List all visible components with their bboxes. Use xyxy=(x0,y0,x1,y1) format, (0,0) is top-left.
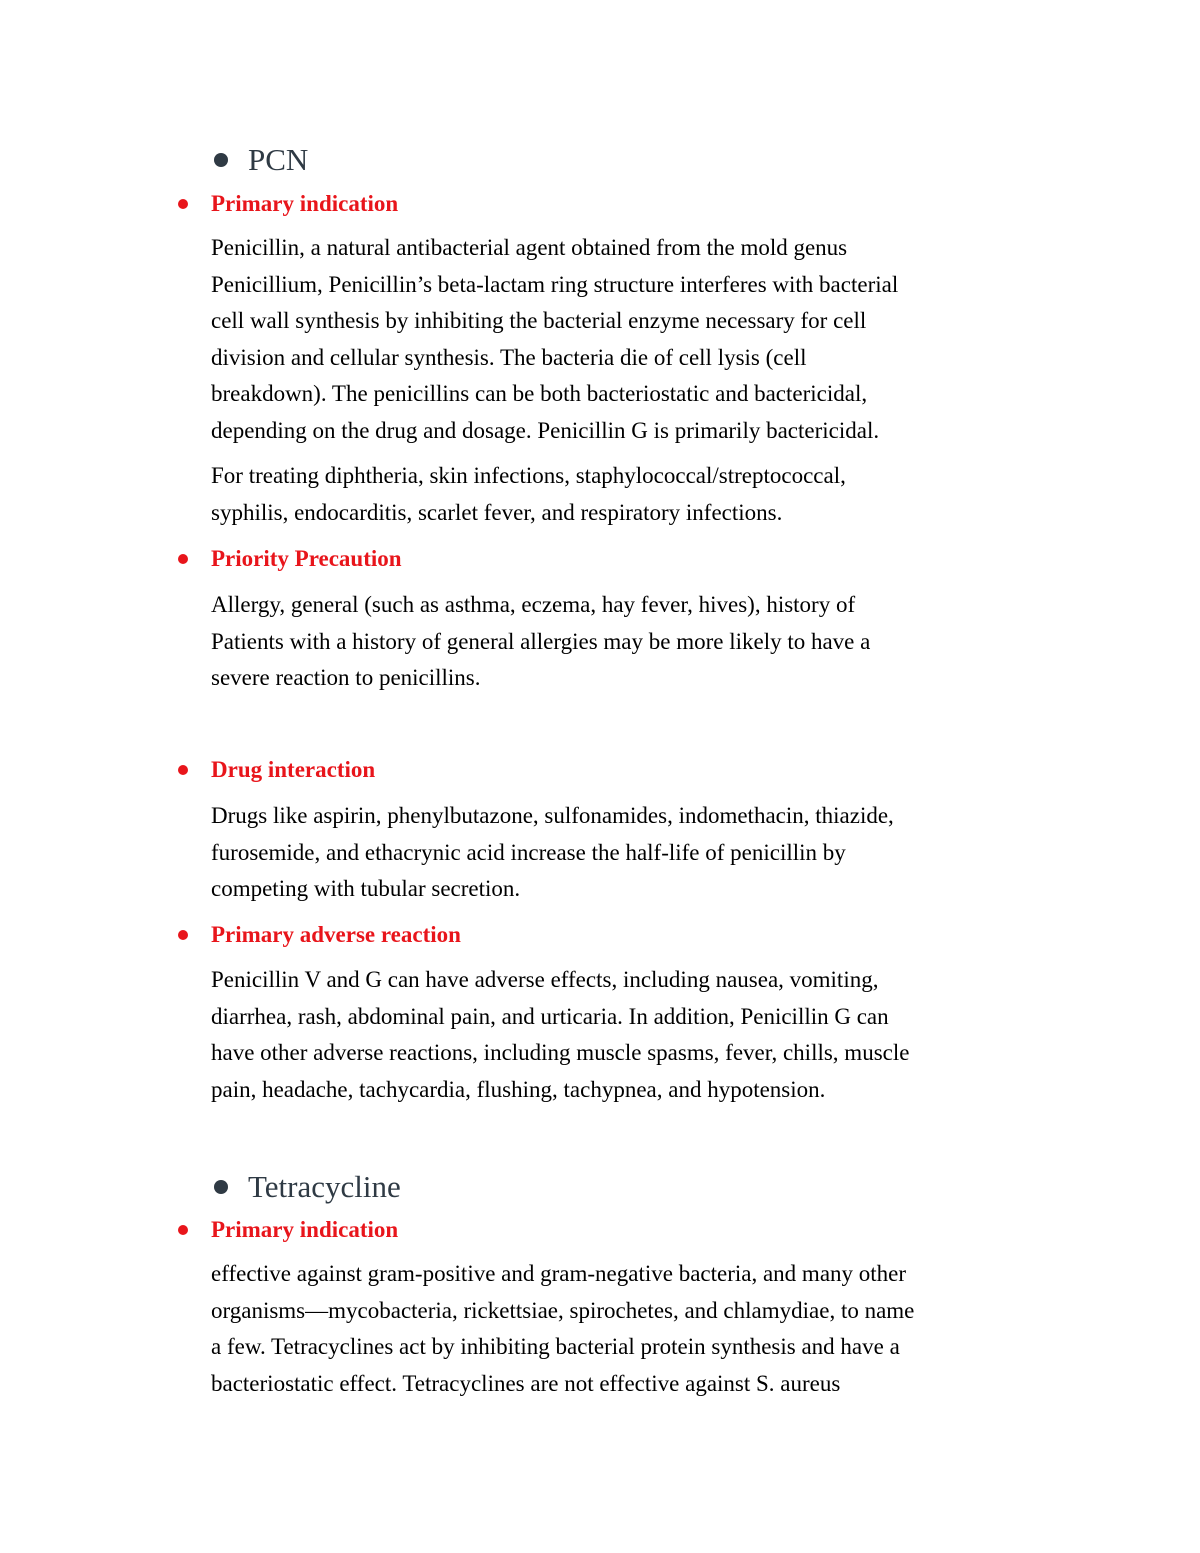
section-label: Drug interaction xyxy=(211,757,376,782)
text-line: pain, headache, tachycardia, flushing, tachypnea, and hypotension. xyxy=(211,1076,826,1102)
text-line: division and cellular synthesis. The bacteria die of cell lysis (cell xyxy=(211,344,807,370)
text-line: Patients with a history of general allergies may be more likely to have a xyxy=(211,628,871,654)
text-line: breakdown). The penicillins can be both bacteriostatic and bactericidal, xyxy=(211,381,868,406)
paragraph xyxy=(211,1256,1071,1402)
paragraph xyxy=(211,587,1071,697)
text-line: syphilis, endocarditis, scarlet fever, and respiratory infections. xyxy=(211,499,783,525)
bullet-icon xyxy=(178,930,188,940)
bullet-icon xyxy=(178,199,188,209)
paragraph xyxy=(211,230,1071,449)
text-line: have other adverse reactions, including muscle spasms, fever, chills, muscle xyxy=(211,1040,910,1065)
paragraph xyxy=(211,962,1071,1108)
section-heading-primary-adverse-reaction xyxy=(178,920,461,950)
section-heading-primary-indication xyxy=(178,1215,398,1245)
text-line: For treating diphtheria, skin infections, staphylococcal/streptococcal, xyxy=(211,463,846,488)
text-line: Allergy, general (such as asthma, eczema, hay fever, hives), history of xyxy=(211,592,856,617)
drug-name: Tetracycline xyxy=(248,1169,401,1204)
bullet-icon xyxy=(178,554,188,564)
text-line: organisms—mycobacteria, rickettsiae, spirochetes, and chlamydiae, to name xyxy=(211,1297,915,1323)
text-line: effective against gram-positive and gram-negative bacteria, and many other xyxy=(211,1261,907,1286)
paragraph xyxy=(211,798,1071,908)
section-heading-drug-interaction xyxy=(178,755,375,785)
bullet-icon xyxy=(178,765,188,775)
text-line: Drugs like aspirin, phenylbutazone, sulfonamides, indomethacin, thiazide, xyxy=(211,803,894,828)
section-label: Priority Precaution xyxy=(211,546,402,571)
bullet-icon xyxy=(214,153,228,167)
bullet-icon xyxy=(214,1180,228,1194)
text-line: furosemide, and ethacrynic acid increase the half-life of penicillin by xyxy=(211,839,846,865)
section-heading-primary-indication xyxy=(178,189,398,219)
drug-heading-pcn xyxy=(214,140,308,180)
section-heading-priority-precaution xyxy=(178,544,402,574)
section-label: Primary indication xyxy=(211,1217,399,1242)
section-label: Primary adverse reaction xyxy=(211,922,461,947)
bullet-icon xyxy=(178,1225,188,1235)
text-line: severe reaction to penicillins. xyxy=(211,665,481,690)
text-line: a few. Tetracyclines act by inhibiting bacterial protein synthesis and have a xyxy=(211,1334,900,1359)
text-line: competing with tubular secretion. xyxy=(211,876,521,901)
text-line: Penicillium, Penicillin’s beta-lactam ring structure interferes with bacterial xyxy=(211,271,899,297)
text-line: Penicillin, a natural antibacterial agent obtained from the mold genus xyxy=(211,235,848,260)
drug-name: PCN xyxy=(248,142,309,177)
text-line: cell wall synthesis by inhibiting the bacterial enzyme necessary for cell xyxy=(211,308,867,333)
text-line: diarrhea, rash, abdominal pain, and urticaria. In addition, Penicillin G can xyxy=(211,1003,889,1029)
text-line: Penicillin V and G can have adverse effects, including nausea, vomiting, xyxy=(211,967,879,992)
section-label: Primary indication xyxy=(211,191,399,216)
text-line: depending on the drug and dosage. Penicillin G is primarily bactericidal. xyxy=(211,417,880,443)
paragraph xyxy=(211,458,1071,531)
drug-heading-tetracycline xyxy=(214,1167,401,1207)
text-line: bacteriostatic effect. Tetracyclines are not effective against S. aureus xyxy=(211,1370,841,1396)
